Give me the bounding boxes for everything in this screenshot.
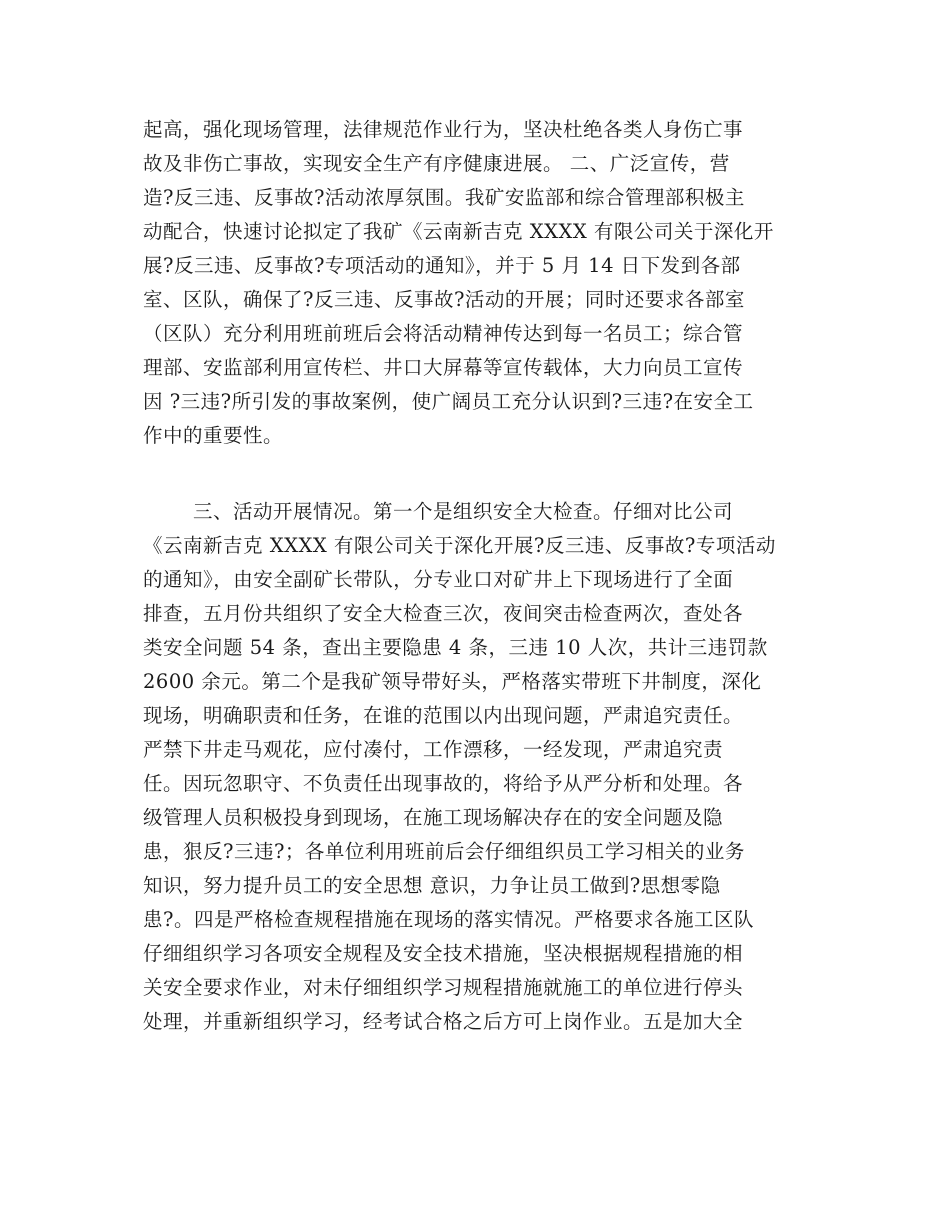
text-line: 造?反三违、反事故?活动浓厚氛围。我矿安监部和综合管理部积极主 [143, 186, 745, 209]
text-line: 展?反三违、反事故?专项活动的通知》，并于 5 月 14 日下发到各部 [143, 254, 741, 277]
text-line: 室、区队，确保了?反三违、反事故?活动的开展；同时还要求各部室 [143, 288, 745, 311]
text-line: 三、活动开展情况。第一个是组织安全大检查。仔细对比公司 [193, 500, 734, 523]
text-line: 关安全要求作业，对未仔细组织学习规程措施就施工的单位进行停头 [143, 976, 744, 999]
text-line: 的通知》，由安全副矿长带队，分专业口对矿井上下现场进行了全面 [143, 568, 734, 591]
text-line: 类安全问题 54 条，查出主要隐患 4 条，三违 10 人次，共计三违罚款 [143, 636, 768, 659]
text-line: 级管理人员积极投身到现场，在施工现场解决存在的安全问题及隐 [143, 806, 724, 829]
text-line: 任。因玩忽职守、不负责任出现事故的，将给予从严分析和处理。各 [143, 772, 744, 795]
text-line: 排查，五月份共组织了安全大检查三次，夜间突击检查两次，查处各 [143, 602, 744, 625]
text-line: 处理，并重新组织学习，经考试合格之后方可上岗作业。五是加大全 [143, 1010, 744, 1033]
text-line: 患，狠反?三违?；各单位利用班前后会仔细组织员工学习相关的业务 [143, 840, 745, 863]
text-line: （区队）充分利用班前班后会将活动精神传达到每一名员工；综合管 [143, 322, 744, 345]
text-line: 动配合，快速讨论拟定了我矿《云南新吉克 XXXX 有限公司关于深化开 [143, 220, 774, 243]
text-line: 故及非伤亡事故，实现安全生产有序健康进展。 二、广泛宣传，营 [143, 152, 730, 175]
text-line: 知识，努力提升员工的安全思想 意识，力争让员工做到?思想零隐 [143, 874, 721, 897]
text-line: 作中的重要性。 [143, 424, 284, 447]
text-line: 理部、安监部利用宣传栏、井口大屏幕等宣传载体，大力向员工宣传 [143, 356, 744, 379]
text-line: 严禁下井走马观花，应付凑付，工作漂移，一经发现，严肃追究责 [143, 738, 724, 761]
text-line: 仔细组织学习各项安全规程及安全技术措施，坚决根据规程措施的相 [143, 942, 744, 965]
text-line: 起高，强化现场管理，法律规范作业行为，坚决杜绝各类人身伤亡事 [143, 118, 744, 141]
text-line: 2600 余元。第二个是我矿领导带好头，严格落实带班下井制度，深化 [143, 670, 762, 693]
text-line: 因 ?三违?所引发的事故案例，使广阔员工充分认识到?三违?在安全工 [143, 390, 754, 413]
text-line: 患?。四是严格检查规程措施在现场的落实情况。严格要求各施工区队 [143, 908, 754, 931]
text-line: 《云南新吉克 XXXX 有限公司关于深化开展?反三违、反事故?专项活动 [143, 534, 776, 557]
text-line: 现场，明确职责和任务，在谁的范围以内出现问题，严肃追究责任。 [143, 704, 744, 727]
